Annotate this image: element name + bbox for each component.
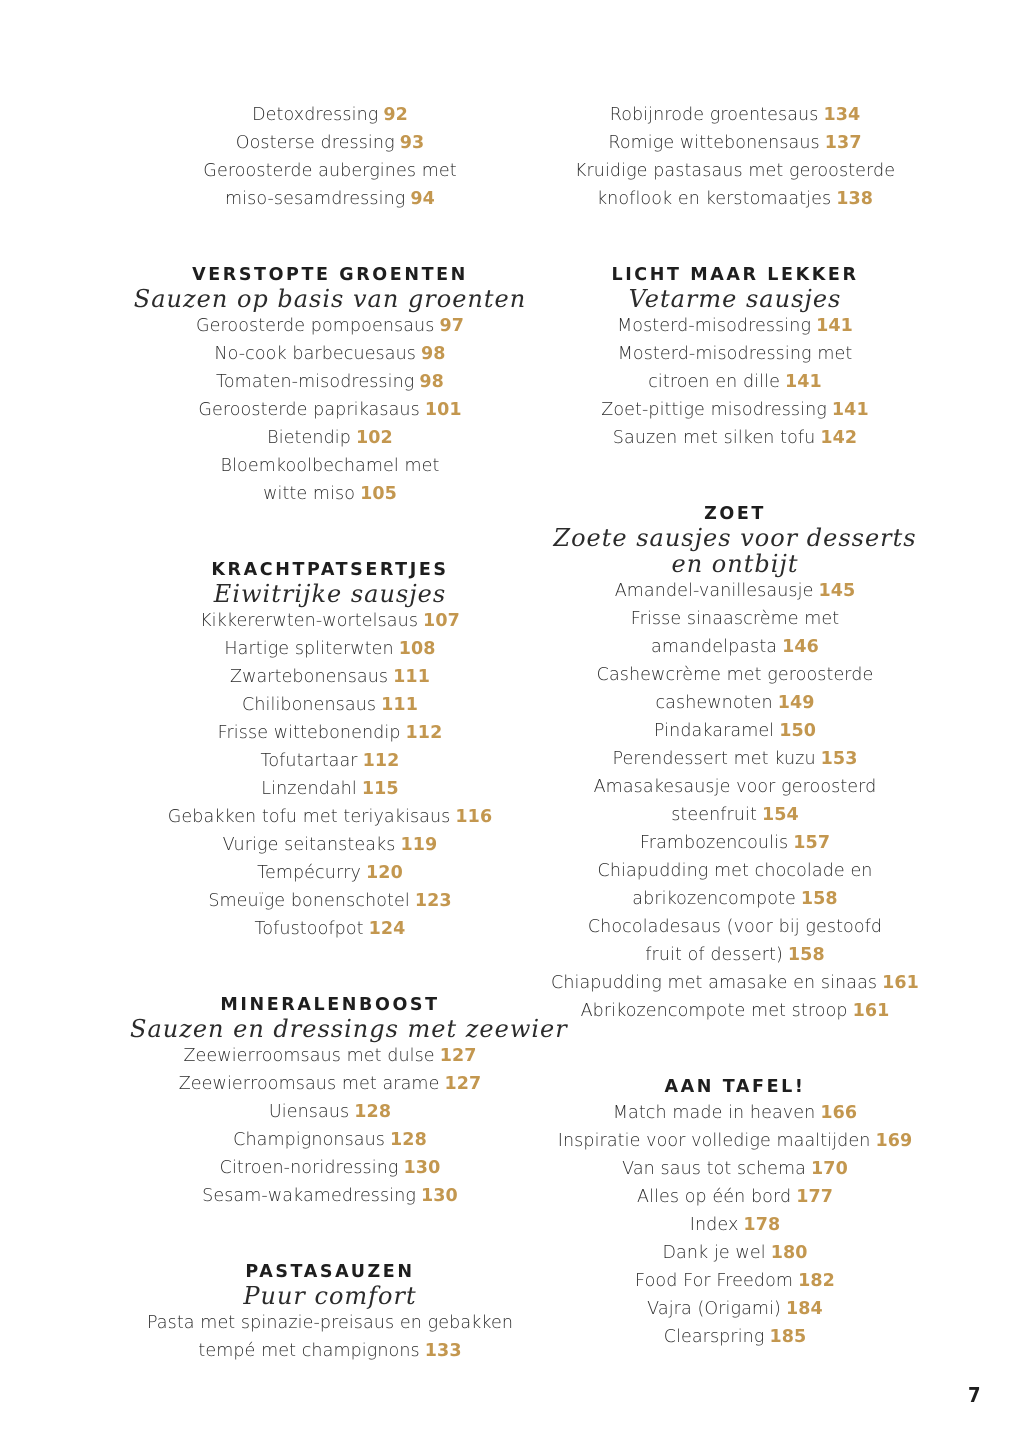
- toc-entry: [540, 745, 930, 773]
- entry-page-number: 128: [354, 1102, 392, 1122]
- toc-entry: [540, 605, 930, 633]
- entry-page-number: 107: [423, 611, 460, 631]
- entry-title: Match made in heaven: [612, 1103, 816, 1123]
- toc-entry: [540, 1295, 930, 1323]
- section-heading: LICHT MAAR LEKKER: [611, 265, 859, 285]
- toc-entry: [540, 661, 930, 689]
- entry-title: Smeuïge bonenschotel: [208, 891, 410, 911]
- entry-title: Amandel-vanillesausje: [614, 581, 814, 601]
- toc-entry: [540, 941, 930, 969]
- toc-column-left: [130, 101, 568, 1365]
- entry-title: Chocoladesaus (voor bij gestoofd: [587, 917, 883, 937]
- toc-entry: [540, 689, 930, 717]
- entry-title: witte miso: [263, 484, 356, 504]
- toc-entry: [130, 101, 530, 129]
- entry-title: Sauzen met silken tofu: [612, 428, 816, 448]
- toc-entry: [540, 577, 930, 605]
- toc-entry: [130, 859, 530, 887]
- entry-page-number: 158: [787, 945, 825, 965]
- entry-title: Zeewierroomsaus met arame: [178, 1074, 440, 1094]
- toc-section-verstopte-groenten: [130, 263, 530, 508]
- toc-entry: [540, 396, 930, 424]
- entry-page-number: 97: [439, 316, 465, 336]
- toc-section-mineralenboost: [130, 993, 568, 1210]
- entry-page-number: 123: [414, 891, 452, 911]
- entry-title: Linzendahl: [261, 779, 357, 799]
- toc-entry: [540, 129, 930, 157]
- section-subtitle: Sauzen en dressings met zeewier: [130, 1015, 568, 1043]
- entry-title: Detoxdressing: [252, 105, 379, 125]
- toc-entry: [540, 1099, 930, 1127]
- entry-page-number: 145: [818, 581, 856, 601]
- entry-page-number: 94: [410, 189, 435, 209]
- entry-title: Bietendip: [267, 428, 351, 448]
- toc-column-right: [540, 101, 930, 1351]
- section-heading: ZOET: [704, 504, 766, 524]
- entry-page-number: 93: [399, 133, 425, 153]
- entry-page-number: 161: [882, 973, 919, 993]
- section-gap: [130, 213, 530, 263]
- toc-entry: [130, 607, 530, 635]
- entry-page-number: 101: [424, 400, 462, 420]
- entry-title: Geroosterde pompoensaus: [195, 316, 435, 336]
- entry-page-number: 153: [820, 749, 858, 769]
- toc-entry: [130, 1182, 530, 1210]
- toc-entry: [130, 1154, 530, 1182]
- section-gap: [130, 1210, 530, 1260]
- toc-entry: [130, 1042, 530, 1070]
- section-subtitle: Zoete sausjes voor desserts en ontbijt: [553, 524, 917, 578]
- entry-title: Zeewierroomsaus met dulse: [183, 1046, 435, 1066]
- toc-section-aan-tafel: [540, 1075, 930, 1351]
- entry-title: Vurige seitansteaks: [222, 835, 396, 855]
- entry-title: Chilibonensaus: [242, 695, 377, 715]
- toc-entry: [130, 915, 530, 943]
- entry-page-number: 98: [421, 344, 446, 364]
- entry-title: Zwartebonensaus: [229, 667, 389, 687]
- entry-page-number: 180: [770, 1243, 808, 1263]
- entry-title: No-cook barbecuesaus: [214, 344, 417, 364]
- toc-entry: [540, 1155, 930, 1183]
- toc-entry: [130, 129, 530, 157]
- toc-entry: [540, 857, 930, 885]
- toc-section-licht-maar-lekker: [540, 263, 930, 452]
- entry-title: fruit of dessert): [645, 945, 783, 965]
- entry-title: Geroosterde aubergines met: [203, 161, 457, 181]
- entry-page-number: 105: [360, 484, 397, 504]
- toc-entry: [540, 1323, 930, 1351]
- entry-page-number: 184: [785, 1299, 823, 1319]
- toc-entry: [130, 340, 530, 368]
- entry-page-number: 116: [455, 807, 493, 827]
- toc-entry: [130, 1337, 530, 1365]
- entry-page-number: 111: [393, 667, 430, 687]
- toc-entry: [130, 691, 530, 719]
- toc-section-pastasauzen: [130, 1260, 530, 1365]
- toc-entry: [540, 101, 930, 129]
- entry-title: Amasakesausje voor geroosterd: [593, 777, 877, 797]
- entry-page-number: 120: [366, 863, 403, 883]
- toc-entry: [540, 717, 930, 745]
- toc-entry: [130, 1070, 530, 1098]
- toc-entry: [130, 747, 530, 775]
- entry-title: knoflook en kerstomaatjes: [596, 189, 832, 209]
- toc-entry: [540, 340, 930, 368]
- toc-entry: [130, 1309, 530, 1337]
- entry-page-number: 141: [816, 316, 853, 336]
- entry-page-number: 137: [824, 133, 862, 153]
- entry-title: Frambozencoulis: [639, 833, 789, 853]
- toc-entry: [130, 719, 530, 747]
- toc-entry: [540, 997, 930, 1025]
- entry-title: Pindakaramel: [653, 721, 775, 741]
- toc-entry: [540, 1183, 930, 1211]
- toc-entry: [540, 1127, 930, 1155]
- section-heading: KRACHTPATSERTJES: [211, 560, 449, 580]
- toc-entry: [540, 885, 930, 913]
- toc-entry: [130, 1126, 530, 1154]
- toc-entry: [130, 803, 530, 831]
- entry-title: Bloemkoolbechamel met: [220, 456, 440, 476]
- entry-title: Tempécurry: [257, 863, 362, 883]
- toc-section-continued: [540, 101, 930, 213]
- toc-entry: [130, 1098, 530, 1126]
- page-number: 7: [968, 1383, 981, 1407]
- entry-title: Tofustoofpot: [254, 919, 364, 939]
- entry-page-number: 130: [421, 1186, 458, 1206]
- entry-title: Kikkererwten-wortelsaus: [200, 611, 419, 631]
- entry-title: Romige wittebonensaus: [608, 133, 820, 153]
- section-gap: [130, 508, 530, 558]
- entry-page-number: 127: [439, 1046, 477, 1066]
- toc-entry: [540, 913, 930, 941]
- entry-page-number: 170: [811, 1159, 848, 1179]
- entry-title: Frisse sinaascrème met: [630, 609, 840, 629]
- entry-page-number: 161: [852, 1001, 890, 1021]
- entry-page-number: 124: [368, 919, 406, 939]
- entry-page-number: 150: [779, 721, 817, 741]
- entry-page-number: 111: [381, 695, 418, 715]
- toc-entry: [540, 969, 930, 997]
- entry-page-number: 182: [798, 1271, 835, 1291]
- entry-title: Cashewcrème met geroosterde: [596, 665, 874, 685]
- entry-title: Geroosterde paprikasaus: [198, 400, 420, 420]
- entry-page-number: 166: [820, 1103, 858, 1123]
- toc-entry: [130, 775, 530, 803]
- entry-title: Vajra (Origami): [647, 1299, 781, 1319]
- toc-entry: [130, 831, 530, 859]
- entry-page-number: 141: [831, 400, 869, 420]
- toc-entry: [130, 157, 530, 185]
- section-heading: VERSTOPTE GROENTEN: [192, 265, 468, 285]
- toc-entry: [130, 452, 530, 480]
- entry-title: Index: [689, 1215, 739, 1235]
- section-heading: AAN TAFEL!: [664, 1077, 806, 1097]
- section-subtitle: Vetarme sausjes: [628, 285, 842, 313]
- toc-entry: [540, 1239, 930, 1267]
- entry-title: Food For Freedom: [635, 1271, 794, 1291]
- section-gap: [540, 1025, 930, 1075]
- toc-section-zoet: [540, 502, 930, 1025]
- toc-entry: [540, 1211, 930, 1239]
- entry-page-number: 178: [743, 1215, 781, 1235]
- toc-entry: [130, 663, 530, 691]
- entry-page-number: 119: [400, 835, 438, 855]
- section-subtitle: Eiwitrijke sausjes: [213, 580, 447, 608]
- toc-entry: [540, 1267, 930, 1295]
- toc-section-krachtpatsertjes: [130, 558, 530, 943]
- toc-entry: [130, 185, 530, 213]
- entry-page-number: 102: [355, 428, 393, 448]
- entry-title: Van saus tot schema: [622, 1159, 807, 1179]
- entry-page-number: 98: [419, 372, 444, 392]
- toc-entry: [130, 635, 530, 663]
- entry-page-number: 157: [793, 833, 831, 853]
- toc-entry: [130, 887, 530, 915]
- entry-title: abrikozencompote: [632, 889, 796, 909]
- entry-page-number: 149: [777, 693, 815, 713]
- entry-title: cashewnoten: [655, 693, 773, 713]
- entry-title: Robijnrode groentesaus: [609, 105, 819, 125]
- toc-entry: [540, 157, 930, 185]
- toc-section-continued: [130, 101, 530, 213]
- entry-title: Oosterse dressing: [235, 133, 395, 153]
- entry-page-number: 108: [398, 639, 436, 659]
- toc-entry: [540, 312, 930, 340]
- entry-title: Alles op één bord: [636, 1187, 792, 1207]
- entry-page-number: 138: [836, 189, 874, 209]
- entry-title: Pasta met spinazie-preisaus en gebakken: [146, 1313, 514, 1333]
- entry-title: Champignonsaus: [233, 1130, 386, 1150]
- entry-page-number: 130: [403, 1158, 441, 1178]
- toc-entry: [130, 312, 530, 340]
- entry-title: Perendessert met kuzu: [612, 749, 816, 769]
- entry-title: Clearspring: [663, 1327, 765, 1347]
- toc-entry: [540, 773, 930, 801]
- entry-title: Sesam-wakamedressing: [202, 1186, 416, 1206]
- entry-page-number: 133: [424, 1341, 462, 1361]
- toc-entry: [540, 185, 930, 213]
- entry-page-number: 112: [362, 751, 400, 771]
- entry-title: citroen en dille: [648, 372, 780, 392]
- entry-page-number: 154: [761, 805, 799, 825]
- entry-title: Inspiratie voor volledige maaltijden: [557, 1131, 871, 1151]
- section-subtitle: Sauzen op basis van groenten: [133, 285, 527, 313]
- toc-entry: [130, 368, 530, 396]
- entry-page-number: 134: [823, 105, 861, 125]
- entry-title: Mosterd-misodressing met: [617, 344, 853, 364]
- entry-title: Frisse wittebonendip: [217, 723, 401, 743]
- entry-page-number: 128: [390, 1130, 427, 1150]
- entry-title: Mosterd-misodressing: [617, 316, 812, 336]
- entry-title: Chiapudding met amasake en sinaas: [551, 973, 878, 993]
- entry-page-number: 141: [784, 372, 822, 392]
- entry-page-number: 127: [444, 1074, 482, 1094]
- entry-page-number: 142: [820, 428, 858, 448]
- toc-entry: [130, 396, 530, 424]
- entry-title: Chiapudding met chocolade en: [597, 861, 873, 881]
- entry-page-number: 169: [875, 1131, 913, 1151]
- section-heading: MINERALENBOOST: [220, 995, 440, 1015]
- entry-title: Citroen-noridressing: [219, 1158, 399, 1178]
- entry-page-number: 177: [796, 1187, 834, 1207]
- entry-title: Hartige spliterwten: [224, 639, 394, 659]
- entry-page-number: 185: [769, 1327, 807, 1347]
- section-gap: [130, 943, 530, 993]
- entry-title: tempé met champignons: [198, 1341, 420, 1361]
- section-subtitle: Puur comfort: [243, 1282, 417, 1310]
- section-heading: PASTASAUZEN: [245, 1262, 415, 1282]
- entry-title: amandelpasta: [651, 637, 778, 657]
- entry-title: Gebakken tofu met teriyakisaus: [167, 807, 451, 827]
- entry-title: Kruidige pastasaus met geroosterde: [574, 161, 896, 181]
- section-gap: [540, 213, 930, 263]
- toc-entry: [540, 801, 930, 829]
- entry-page-number: 92: [383, 105, 408, 125]
- toc-entry: [130, 424, 530, 452]
- entry-title: miso-sesamdressing: [225, 189, 406, 209]
- entry-title: Abrikozencompote met stroop: [580, 1001, 848, 1021]
- entry-page-number: 146: [782, 637, 819, 657]
- toc-entry: [540, 368, 930, 396]
- entry-title: Tofutartaar: [260, 751, 358, 771]
- entry-page-number: 158: [800, 889, 838, 909]
- section-gap: [540, 452, 930, 502]
- entry-title: Zoet-pittige misodressing: [601, 400, 827, 420]
- toc-entry: [540, 633, 930, 661]
- entry-title: Tomaten-misodressing: [216, 372, 415, 392]
- entry-page-number: 115: [361, 779, 399, 799]
- toc-entry: [540, 424, 930, 452]
- toc-entry: [540, 829, 930, 857]
- entry-page-number: 112: [405, 723, 443, 743]
- entry-title: Uiensaus: [268, 1102, 350, 1122]
- toc-entry: [130, 480, 530, 508]
- entry-title: steenfruit: [671, 805, 757, 825]
- entry-title: Dank je wel: [662, 1243, 766, 1263]
